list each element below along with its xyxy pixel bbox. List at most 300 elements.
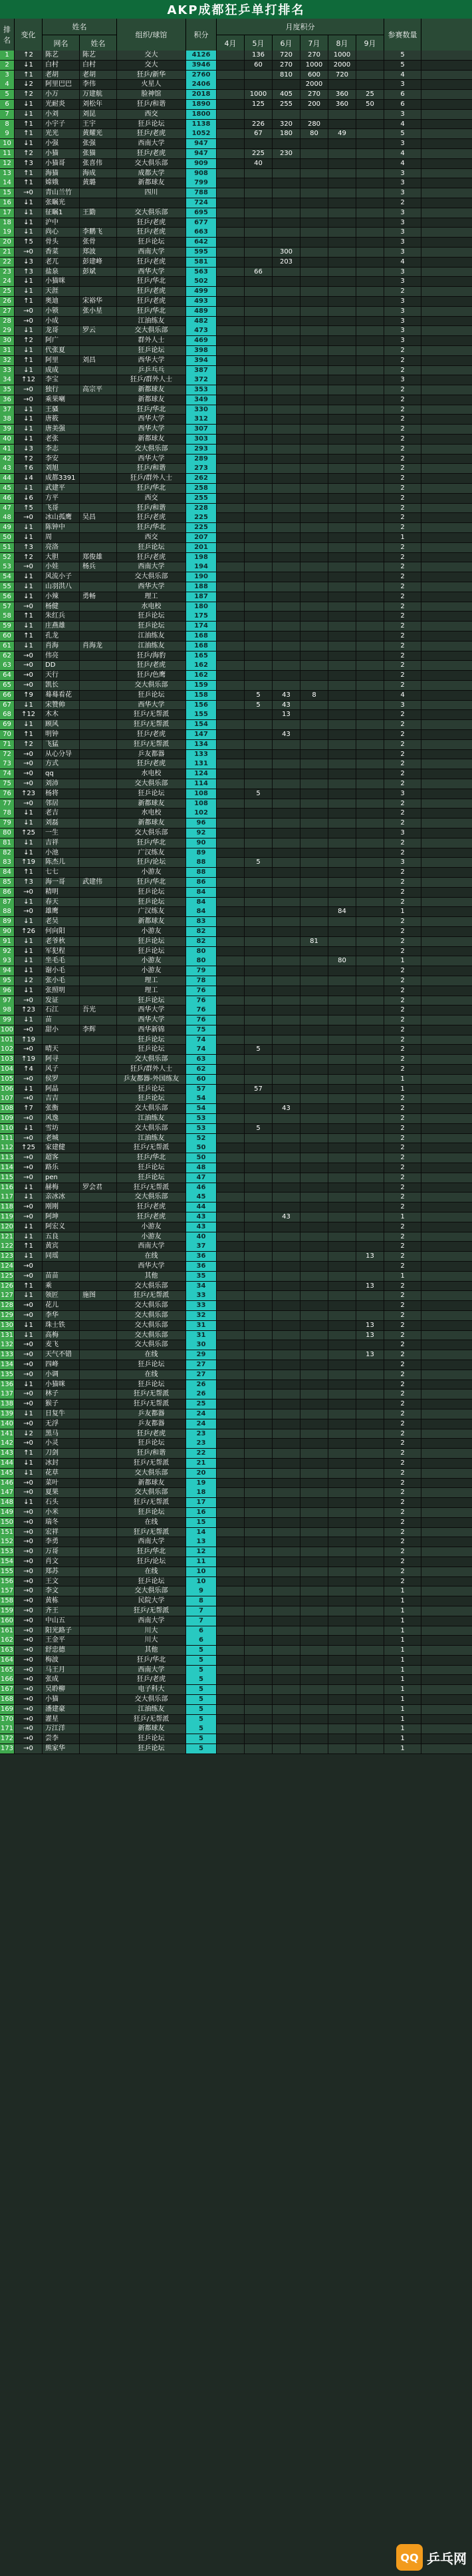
month-points-cell — [273, 523, 300, 532]
month-points-cell — [245, 198, 273, 208]
month-points-cell — [217, 1360, 245, 1370]
row-filler — [421, 917, 472, 926]
month-points-cell — [328, 1479, 356, 1488]
net-name-cell: 小灵 — [43, 1439, 80, 1448]
count-cell: 2 — [384, 1183, 421, 1193]
row-filler — [421, 513, 472, 522]
row-filler — [421, 1518, 472, 1527]
month-points-cell — [245, 907, 273, 916]
month-points-cell — [328, 228, 356, 237]
count-cell: 1 — [384, 1744, 421, 1753]
month-points-cell — [328, 268, 356, 277]
row-filler — [421, 612, 472, 621]
month-points-cell — [328, 986, 356, 996]
month-points-cell — [245, 838, 273, 848]
row-filler — [421, 1035, 472, 1045]
month-points-cell — [356, 612, 384, 621]
club-cell: 四川 — [117, 188, 186, 198]
net-name-cell: 阿晶 — [43, 1085, 80, 1094]
row-filler — [421, 1331, 472, 1340]
count-cell: 2 — [384, 1350, 421, 1360]
count-cell: 2 — [384, 819, 421, 828]
change-cell: ↑2 — [15, 455, 43, 464]
points-cell: 642 — [186, 238, 217, 247]
month-points-cell — [300, 1409, 328, 1419]
club-cell: 西南大学 — [117, 1537, 186, 1547]
month-points-cell — [356, 395, 384, 405]
month-points-cell — [245, 809, 273, 818]
net-name-cell: 吴聆柳 — [43, 1685, 80, 1694]
club-cell: 狂乒/无帮派 — [117, 720, 186, 729]
month-points-cell — [356, 287, 384, 296]
real-name-cell — [80, 1734, 117, 1744]
row-filler — [421, 1094, 472, 1103]
month-points-cell — [356, 71, 384, 80]
rank-cell: 167 — [0, 1686, 14, 1694]
month-points-cell — [273, 1646, 300, 1655]
month-points-cell — [245, 1724, 273, 1734]
real-name-cell — [80, 346, 117, 355]
table-row — [0, 1065, 472, 1075]
rank-cell: 156 — [0, 1577, 14, 1585]
month-points-cell — [356, 1479, 384, 1488]
change-cell: →0 — [15, 1045, 43, 1054]
month-points-cell — [328, 395, 356, 405]
month-points-cell — [273, 178, 300, 188]
table-row — [0, 1331, 472, 1341]
net-name-cell: 精明 — [43, 888, 80, 897]
change-cell: →0 — [15, 907, 43, 916]
month-points-cell — [356, 956, 384, 966]
month-points-cell — [273, 159, 300, 168]
row-filler — [421, 799, 472, 809]
real-name-cell — [80, 986, 117, 996]
points-cell: 273 — [186, 464, 217, 473]
count-cell: 1 — [384, 1675, 421, 1684]
row-filler — [421, 1124, 472, 1133]
month-points-cell — [328, 582, 356, 592]
month-points-cell — [273, 1173, 300, 1183]
real-name-cell — [80, 720, 117, 729]
change-cell: →0 — [15, 188, 43, 198]
club-cell: 狂乒/老虎 — [117, 730, 186, 739]
real-name-cell — [80, 405, 117, 415]
month-points-cell — [356, 1419, 384, 1429]
month-points-cell — [245, 1006, 273, 1015]
month-points-cell — [356, 1498, 384, 1507]
change-cell: ↓1 — [15, 1331, 43, 1340]
month-points-cell: 13 — [356, 1321, 384, 1330]
month-points-cell — [245, 356, 273, 365]
count-cell: 2 — [384, 1399, 421, 1409]
table-row — [0, 326, 472, 336]
real-name-cell — [80, 1744, 117, 1753]
month-points-cell — [273, 1202, 300, 1212]
rank-cell: 112 — [0, 1144, 14, 1152]
month-points-cell — [328, 523, 356, 532]
club-cell: 狂乒论坛 — [117, 937, 186, 946]
real-name-cell — [80, 789, 117, 799]
month-points-cell — [328, 1045, 356, 1054]
count-cell: 3 — [384, 297, 421, 306]
table-row — [0, 710, 472, 720]
rank-cell: 57 — [0, 602, 15, 612]
real-name-cell — [80, 1015, 117, 1025]
change-cell: →0 — [15, 1173, 43, 1183]
month-points-cell — [328, 602, 356, 612]
table-row — [0, 297, 472, 307]
month-points-cell — [328, 1715, 356, 1724]
month-points-cell — [356, 1222, 384, 1232]
row-filler — [421, 759, 472, 769]
month-points-cell — [356, 1291, 384, 1300]
real-name-cell — [80, 740, 117, 749]
month-points-cell — [245, 110, 273, 119]
net-name-cell: 石头 — [43, 1498, 80, 1507]
change-cell: ↓1 — [15, 898, 43, 907]
month-points-cell — [356, 375, 384, 385]
real-name-cell — [80, 838, 117, 848]
month-points-cell — [217, 1370, 245, 1380]
net-name-cell: 军犯程 — [43, 947, 80, 956]
net-name-cell: 潘建豪 — [43, 1705, 80, 1714]
month-points-cell — [356, 188, 384, 198]
month-points-cell: 25 — [356, 90, 384, 99]
month-points-cell — [273, 602, 300, 612]
change-cell: ↓1 — [15, 208, 43, 218]
row-filler — [421, 1262, 472, 1271]
table-row — [0, 1557, 472, 1567]
club-cell: 江油练友 — [117, 1114, 186, 1123]
rank-cell: 163 — [0, 1646, 14, 1654]
real-name-cell — [80, 1262, 117, 1271]
rank-cell: 15 — [0, 188, 15, 198]
net-name-cell: 小猫咪 — [43, 1380, 80, 1389]
month-points-cell — [300, 789, 328, 799]
month-points-cell — [328, 937, 356, 946]
count-cell: 2 — [384, 927, 421, 936]
club-cell: 狂乒/老虎 — [117, 1675, 186, 1684]
month-points-cell — [300, 956, 328, 966]
rank-cell: 121 — [0, 1232, 14, 1240]
month-points-cell — [328, 375, 356, 385]
count-cell: 2 — [384, 1321, 421, 1330]
rank-cell: 93 — [0, 956, 15, 966]
month-points-cell — [217, 986, 245, 996]
real-name-cell — [80, 1124, 117, 1133]
month-points-cell — [217, 1636, 245, 1645]
month-points-cell — [300, 1202, 328, 1212]
points-cell: 908 — [186, 169, 217, 178]
month-points-cell — [356, 858, 384, 867]
month-points-cell — [356, 1035, 384, 1045]
rank-cell: 123 — [0, 1252, 14, 1260]
month-points-cell — [300, 1065, 328, 1074]
month-points-cell — [300, 1350, 328, 1360]
month-points-cell — [328, 1094, 356, 1103]
month-points-cell — [273, 1518, 300, 1527]
row-filler — [421, 336, 472, 345]
real-name-cell — [80, 917, 117, 926]
real-name-cell: 罗云 — [80, 326, 117, 335]
count-cell: 2 — [384, 346, 421, 355]
row-filler — [421, 1419, 472, 1429]
net-name-cell: 凯长 — [43, 681, 80, 690]
row-filler — [421, 1734, 472, 1744]
month-points-cell — [356, 1459, 384, 1468]
month-points-cell: 60 — [245, 61, 273, 70]
change-cell: →0 — [15, 750, 43, 759]
month-points-cell — [328, 1724, 356, 1734]
club-cell: 交大俱乐部 — [117, 828, 186, 838]
month-points-cell — [245, 947, 273, 956]
month-points-cell — [356, 1666, 384, 1675]
change-cell: →0 — [15, 1596, 43, 1606]
month-points-cell — [356, 61, 384, 70]
month-points-cell — [273, 740, 300, 749]
points-cell: 947 — [186, 149, 217, 158]
month-points-cell: 810 — [273, 71, 300, 80]
rank-cell: 111 — [0, 1134, 14, 1142]
month-points-cell — [356, 1163, 384, 1173]
net-name-cell: 家建健 — [43, 1143, 80, 1153]
month-points-cell — [245, 425, 273, 434]
month-points-cell — [217, 169, 245, 178]
month-points-cell — [245, 523, 273, 532]
count-cell: 1 — [384, 1685, 421, 1694]
row-filler — [421, 592, 472, 602]
month-points-cell: 5 — [245, 1124, 273, 1133]
change-cell: →0 — [15, 395, 43, 405]
month-points-cell — [356, 691, 384, 700]
real-name-cell — [80, 198, 117, 208]
real-name-cell — [80, 602, 117, 612]
points-cell: 8 — [186, 1596, 217, 1606]
table-row — [0, 375, 472, 385]
month-points-cell — [328, 139, 356, 148]
month-points-cell — [217, 1282, 245, 1291]
month-points-cell — [328, 898, 356, 907]
rank-cell: 55 — [0, 582, 15, 592]
club-cell: 狂乒/和谐 — [117, 464, 186, 473]
month-points-cell — [245, 1370, 273, 1380]
month-points-cell — [300, 1439, 328, 1448]
row-filler — [421, 425, 472, 434]
club-cell: 广汉练友 — [117, 848, 186, 858]
change-cell: ↓2 — [15, 976, 43, 986]
club-cell: 狂乒论坛 — [117, 622, 186, 631]
row-filler — [421, 632, 472, 641]
month-points-cell: 1000 — [245, 90, 273, 99]
month-points-cell — [328, 858, 356, 867]
points-cell: 24 — [186, 1409, 217, 1419]
club-cell: 交大俱乐部 — [117, 1331, 186, 1340]
table-row — [0, 1389, 472, 1399]
club-cell: 狂乒/和谐 — [117, 100, 186, 109]
count-cell: 1 — [384, 1606, 421, 1616]
month-points-cell — [245, 799, 273, 809]
count-cell: 5 — [384, 51, 421, 60]
month-points-cell — [273, 1055, 300, 1064]
month-points-cell — [300, 1399, 328, 1409]
month-points-cell — [217, 1104, 245, 1113]
month-points-cell — [217, 1222, 245, 1232]
month-points-cell — [328, 1114, 356, 1123]
points-cell: 84 — [186, 898, 217, 907]
change-cell: ↓1 — [15, 986, 43, 996]
month-points-cell — [356, 51, 384, 60]
club-cell: 狂乒论坛 — [117, 1734, 186, 1744]
table-row — [0, 612, 472, 622]
month-points-cell — [300, 1045, 328, 1054]
net-name-cell: 赫梅 — [43, 1183, 80, 1193]
rank-cell: 54 — [0, 572, 15, 582]
month-points-cell — [328, 878, 356, 887]
month-points-cell — [245, 1498, 273, 1507]
month-points-cell — [300, 602, 328, 612]
change-cell: ↑2 — [15, 90, 43, 99]
net-name-cell: 飞哥 — [43, 504, 80, 513]
month-points-cell — [217, 513, 245, 522]
month-points-cell — [300, 1508, 328, 1517]
net-name-cell: 风子 — [43, 1065, 80, 1074]
month-points-cell — [217, 326, 245, 335]
club-cell: 交大俱乐部 — [117, 1321, 186, 1330]
count-cell: 1 — [384, 533, 421, 542]
count-cell: 2 — [384, 1094, 421, 1103]
month-points-cell — [328, 258, 356, 267]
points-cell: 13 — [186, 1537, 217, 1547]
month-points-cell — [356, 80, 384, 89]
real-name-cell — [80, 1409, 117, 1419]
rank-cell: 29 — [0, 326, 15, 335]
points-cell: 165 — [186, 651, 217, 661]
count-cell: 2 — [384, 1153, 421, 1163]
month-points-cell — [328, 435, 356, 444]
club-cell: 狂乒/老虎 — [117, 1429, 186, 1439]
rank-cell: 109 — [0, 1115, 14, 1123]
row-filler — [421, 582, 472, 592]
row-filler — [421, 1656, 472, 1665]
rank-cell: 153 — [0, 1548, 14, 1556]
month-points-cell — [217, 927, 245, 936]
net-name-cell: 小强 — [43, 139, 80, 148]
month-points-cell — [273, 1389, 300, 1399]
real-name-cell — [80, 1498, 117, 1507]
real-name-cell — [80, 1360, 117, 1370]
rank-cell: 56 — [0, 592, 15, 602]
change-cell: →0 — [15, 513, 43, 522]
month-points-cell — [328, 1744, 356, 1753]
month-points-cell — [356, 1085, 384, 1094]
month-points-cell — [300, 1143, 328, 1153]
month-points-cell — [273, 464, 300, 473]
count-cell: 2 — [384, 1488, 421, 1497]
month-points-cell — [217, 100, 245, 109]
month-points-cell — [356, 1685, 384, 1694]
count-cell: 2 — [384, 710, 421, 719]
net-name-cell: 郑苏 — [43, 1567, 80, 1576]
table-row — [0, 1399, 472, 1409]
month-points-cell — [273, 277, 300, 286]
month-points-cell: 13 — [356, 1282, 384, 1291]
row-filler — [421, 100, 472, 109]
real-name-cell: 高宗平 — [80, 385, 117, 395]
club-cell: 交大俱乐部 — [117, 1301, 186, 1310]
table-row — [0, 1439, 472, 1449]
points-cell: 131 — [186, 759, 217, 769]
month-points-cell — [273, 878, 300, 887]
rank-cell: 149 — [0, 1508, 14, 1516]
month-points-cell — [245, 1666, 273, 1675]
net-name-cell: 骨头 — [43, 238, 80, 247]
points-cell: 493 — [186, 297, 217, 306]
month-points-cell — [273, 572, 300, 582]
net-name-cell: 顾风 — [43, 720, 80, 729]
change-cell: ↓1 — [15, 1380, 43, 1389]
points-cell: 82 — [186, 937, 217, 946]
month-points-cell — [356, 307, 384, 316]
month-points-cell — [273, 1429, 300, 1439]
table-row — [0, 562, 472, 572]
club-cell: 理工 — [117, 986, 186, 996]
month-points-cell — [356, 769, 384, 779]
table-header — [0, 19, 472, 51]
rank-cell: 77 — [0, 799, 15, 809]
club-cell: 江油练友 — [117, 642, 186, 651]
month-points-cell — [300, 1134, 328, 1143]
month-points-cell — [328, 1488, 356, 1497]
rank-cell: 45 — [0, 484, 15, 493]
change-cell: →0 — [15, 1675, 43, 1684]
points-cell: 262 — [186, 474, 217, 483]
row-filler — [421, 287, 472, 296]
real-name-cell — [80, 632, 117, 641]
header-net-name: 网名 — [43, 35, 80, 51]
real-name-cell — [80, 1311, 117, 1320]
row-filler — [421, 149, 472, 158]
count-cell: 2 — [384, 651, 421, 661]
club-cell: 狂乒/无帮派 — [117, 1183, 186, 1193]
month-points-cell — [217, 533, 245, 542]
month-points-cell — [245, 986, 273, 996]
month-points-cell — [273, 1085, 300, 1094]
month-points-cell — [245, 1143, 273, 1153]
count-cell: 3 — [384, 277, 421, 286]
month-points-cell — [300, 592, 328, 602]
count-cell: 1 — [384, 1212, 421, 1222]
row-filler — [421, 828, 472, 838]
club-cell: 乒友都器-外国练友 — [117, 1075, 186, 1084]
month-points-cell — [300, 553, 328, 562]
row-filler — [421, 622, 472, 631]
month-points-cell — [328, 1331, 356, 1340]
table-row — [0, 1232, 472, 1242]
rank-cell: 92 — [0, 947, 15, 956]
change-cell: ↑23 — [15, 1006, 43, 1015]
change-cell: →0 — [15, 1419, 43, 1429]
row-filler — [421, 1488, 472, 1497]
month-points-cell — [273, 455, 300, 464]
month-points-cell — [328, 966, 356, 976]
rank-cell: 162 — [0, 1636, 14, 1644]
net-name-cell: 张瞩光 — [43, 198, 80, 208]
change-cell: ↓1 — [15, 582, 43, 592]
count-cell: 3 — [384, 218, 421, 228]
row-filler — [421, 1567, 472, 1576]
month-points-cell — [300, 277, 328, 286]
month-points-cell — [300, 1075, 328, 1084]
